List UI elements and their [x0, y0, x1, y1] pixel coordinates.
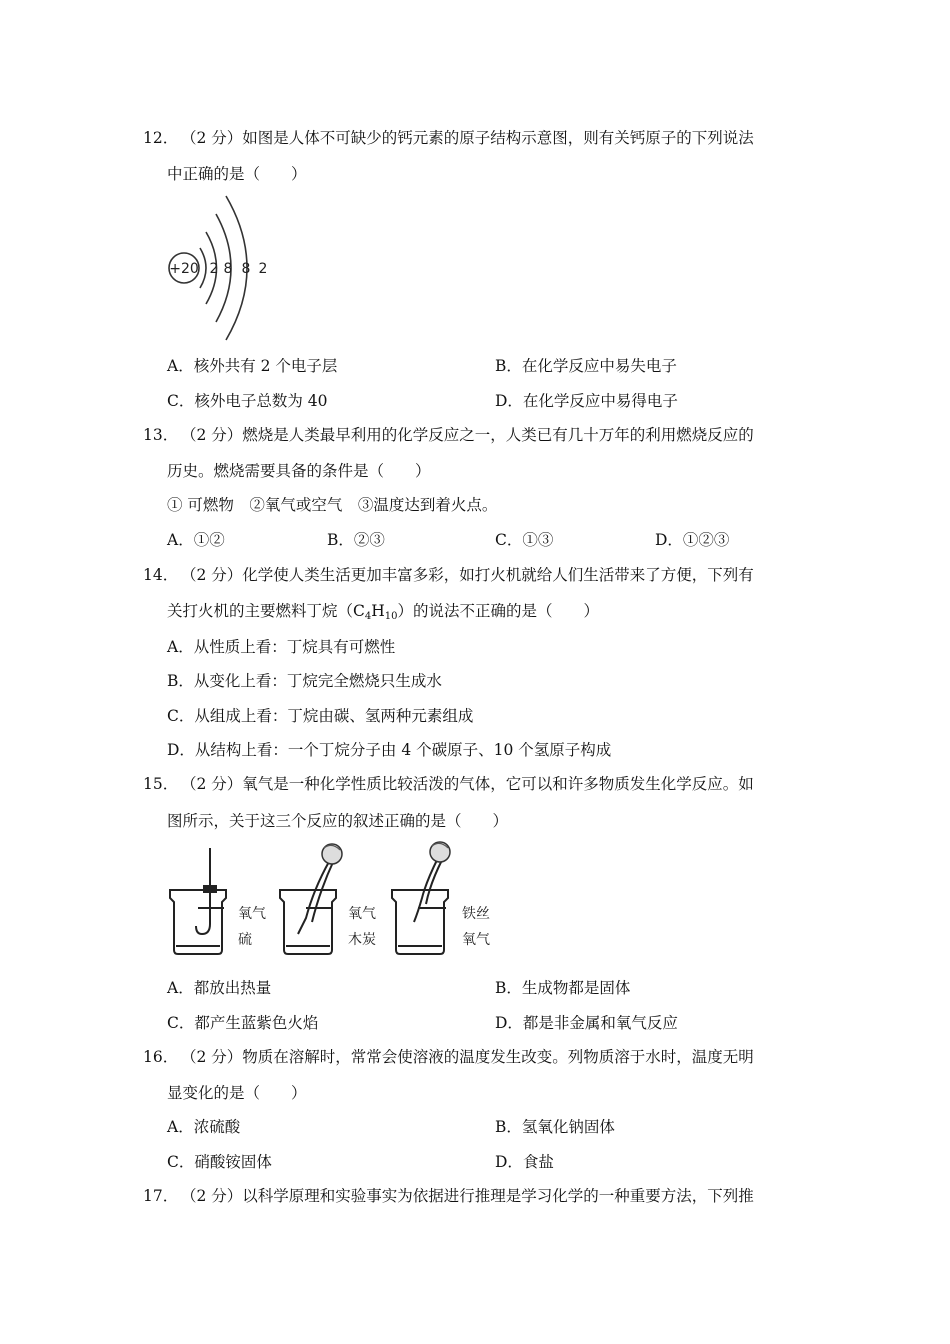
- question-stem-line: 中正确的是（ ）: [167, 165, 307, 183]
- option-c: C．①③: [495, 531, 554, 549]
- oxygen-reaction-jars-figure: [164, 838, 504, 958]
- question-stem-line: （2 分）以科学原理和实验事实为依据进行推理是学习化学的一种重要方法，下列推: [181, 1187, 754, 1205]
- jar-sulfur: [170, 848, 226, 954]
- question-stem-line: 历史。燃烧需要具备的条件是（ ）: [167, 462, 431, 480]
- jar-label: 氧气: [238, 906, 266, 922]
- option-b: B．在化学反应中易失电子: [495, 357, 677, 375]
- option-d: D．都是非金属和氧气反应: [495, 1014, 678, 1032]
- question-stem-line: 显变化的是（ ）: [167, 1084, 307, 1102]
- question-stem-line: 关打火机的主要燃料丁烷$(C_4H_{10})$的说法不正确的是（ ）: [167, 602, 600, 622]
- option-a: A．①②: [167, 531, 225, 549]
- condition-list: ① 可燃物 ②氧气或空气 ③温度达到着火点。: [167, 496, 498, 514]
- option-d: D．食盐: [495, 1153, 554, 1171]
- subscript: 10: [384, 611, 398, 622]
- nucleus-charge: +20: [169, 261, 199, 277]
- option-b: B．生成物都是固体: [495, 979, 631, 997]
- jar-label: 硫: [238, 932, 252, 948]
- tongs-charcoal: [298, 860, 330, 934]
- jar-label: 铁丝: [462, 906, 490, 922]
- option-c: C．从组成上看：丁烷由碳、氢两种元素组成: [167, 707, 474, 725]
- question-number: 13．: [143, 426, 179, 444]
- jar-label: 氧气: [462, 932, 490, 948]
- shell-electron-count: 2: [209, 261, 219, 277]
- subscript: 4: [364, 611, 372, 622]
- option-a: A．从性质上看：丁烷具有可燃性: [167, 638, 396, 656]
- jar-charcoal: [280, 844, 342, 954]
- jar-label: 木炭: [348, 932, 376, 948]
- question-stem-line: （2 分）化学使人类生活更加丰富多彩，如打火机就给人们生活带来了方便，下列有: [181, 566, 754, 584]
- option-b: B．氢氧化钠固体: [495, 1118, 615, 1136]
- option-a: A．浓硫酸: [167, 1118, 241, 1136]
- option-c: C．都产生蓝紫色火焰: [167, 1014, 319, 1032]
- question-stem-line: （2 分）物质在溶解时，常常会使溶液的温度发生改变。列物质溶于水时，温度无明: [181, 1048, 754, 1066]
- question-stem-line: （2 分）氧气是一种化学性质比较活泼的气体，它可以和许多物质发生化学反应。如: [181, 775, 754, 793]
- electron-shell-arc: [200, 248, 206, 288]
- option-a: A．核外共有 2 个电子层: [167, 357, 338, 375]
- question-stem-line: （2 分）燃烧是人类最早利用的化学反应之一，人类已有几十万年的利用燃烧反应的: [181, 426, 754, 444]
- question-number: 14．: [143, 566, 179, 584]
- option-d: D．①②③: [655, 531, 730, 549]
- jar-label: 氧气: [348, 906, 376, 922]
- question-number: 16．: [143, 1048, 179, 1066]
- shell-electron-count: 8: [241, 261, 251, 277]
- shell-electron-count: 2: [258, 261, 268, 277]
- question-number: 17．: [143, 1187, 179, 1205]
- question-stem-line: （2 分）如图是人体不可缺少的钙元素的原子结构示意图，则有关钙原子的下列说法: [181, 129, 754, 147]
- option-a: A．都放出热量: [167, 979, 272, 997]
- option-c: C．硝酸铵固体: [167, 1153, 272, 1171]
- question-number: 12．: [143, 129, 179, 147]
- option-c: C．核外电子总数为 40: [167, 392, 328, 410]
- option-d: D．从结构上看：一个丁烷分子由 4 个碳原子、10 个氢原子构成: [167, 741, 612, 759]
- option-d: D．在化学反应中易得电子: [495, 392, 678, 410]
- question-stem-line: 图所示，关于这三个反应的叙述正确的是（ ）: [167, 812, 509, 830]
- shell-electron-count: 8: [223, 261, 233, 277]
- calcium-atom-structure-diagram: [164, 192, 274, 344]
- question-number: 15．: [143, 775, 179, 793]
- jar-iron-wire: [392, 842, 450, 954]
- option-b: B．②③: [327, 531, 385, 549]
- option-b: B．从变化上看：丁烷完全燃烧只生成水: [167, 672, 442, 690]
